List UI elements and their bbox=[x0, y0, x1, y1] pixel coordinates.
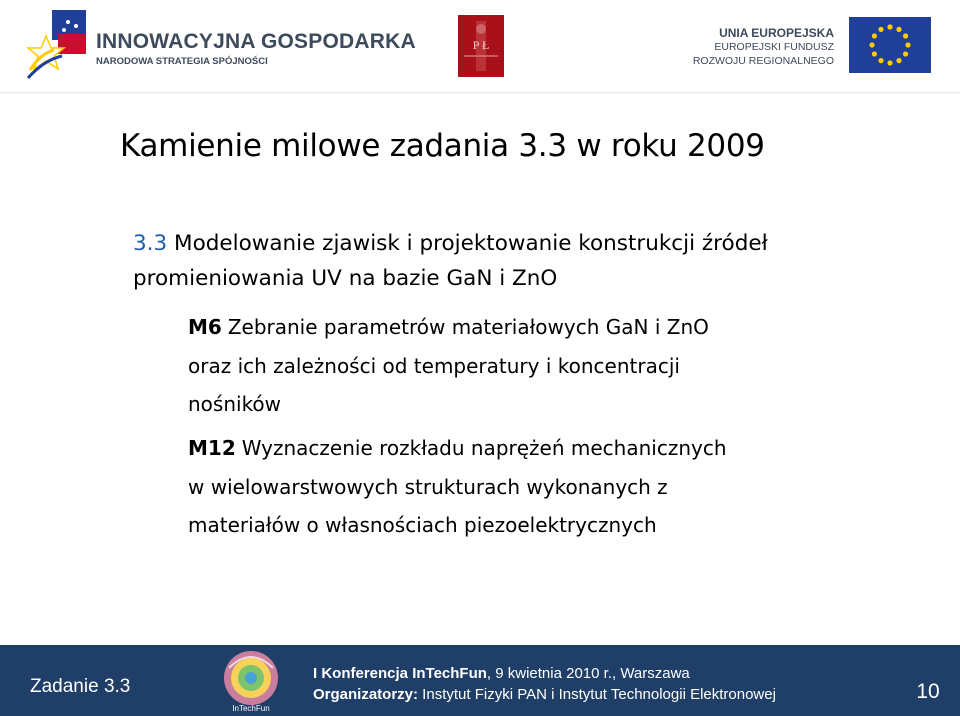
eu-title: UNIA EUROPEJSKA bbox=[719, 26, 834, 40]
eu-text-block bbox=[693, 26, 834, 68]
intechfun-logo bbox=[215, 648, 287, 714]
milestone-code: M12 bbox=[188, 436, 236, 460]
organizers-label: Organizatorzy: bbox=[313, 686, 419, 703]
header-logo-band bbox=[0, 0, 960, 93]
politechnika-lodzka-emblem bbox=[458, 15, 504, 77]
task-number: 3.3 bbox=[133, 231, 168, 256]
milestone-text: Zebranie parametrów materiałowych GaN i ZnO oraz ich zależności od temperatury i koncentracji nośników bbox=[188, 315, 709, 416]
milestone-m6 bbox=[188, 308, 748, 424]
footer-task-label: Zadanie 3.3 bbox=[30, 676, 131, 697]
milestone-text: Wyznaczenie rozkładu naprężeń mechanicznych w wielowarstwowych strukturach wykonanych z materiałów o własnościach piezoelektrycznych bbox=[188, 436, 727, 537]
politechnika-lodzka-letters: P Ł bbox=[472, 38, 490, 52]
footer-organizers-line bbox=[313, 686, 776, 703]
intechfun-logo-text: InTechFun bbox=[232, 704, 270, 713]
page-number: 10 bbox=[916, 680, 940, 703]
eu-flag-icon bbox=[849, 17, 931, 73]
milestone-code: M6 bbox=[188, 315, 222, 339]
task-description: Modelowanie zjawisk i projektowanie konstrukcji źródeł promieniowania UV na bazie GaN i ZnO bbox=[133, 231, 768, 291]
innowacyjna-gospodarka-star-logo bbox=[24, 10, 90, 82]
task-heading bbox=[133, 226, 853, 296]
organizers-text: Instytut Fizyki PAN i Instytut Technologii Elektronowej bbox=[418, 686, 776, 703]
footer-conference-line bbox=[313, 665, 690, 682]
conference-date-place: , 9 kwietnia 2010 r., Warszawa bbox=[486, 665, 690, 682]
slide-title: Kamienie milowe zadania 3.3 w roku 2009 bbox=[120, 128, 765, 164]
innowacyjna-gospodarka-title: INNOWACYJNA GOSPODARKA bbox=[96, 30, 416, 53]
eu-fund-line: EUROPEJSKI FUNDUSZ bbox=[714, 41, 834, 53]
innowacyjna-gospodarka-subtitle: NARODOWA STRATEGIA SPÓJNOŚCI bbox=[96, 56, 268, 67]
milestone-m12 bbox=[188, 429, 748, 545]
conference-name: I Konferencja InTechFun bbox=[313, 665, 487, 682]
eu-regional-line: ROZWOJU REGIONALNEGO bbox=[692, 55, 834, 67]
innowacyjna-gospodarka-text bbox=[96, 30, 416, 67]
